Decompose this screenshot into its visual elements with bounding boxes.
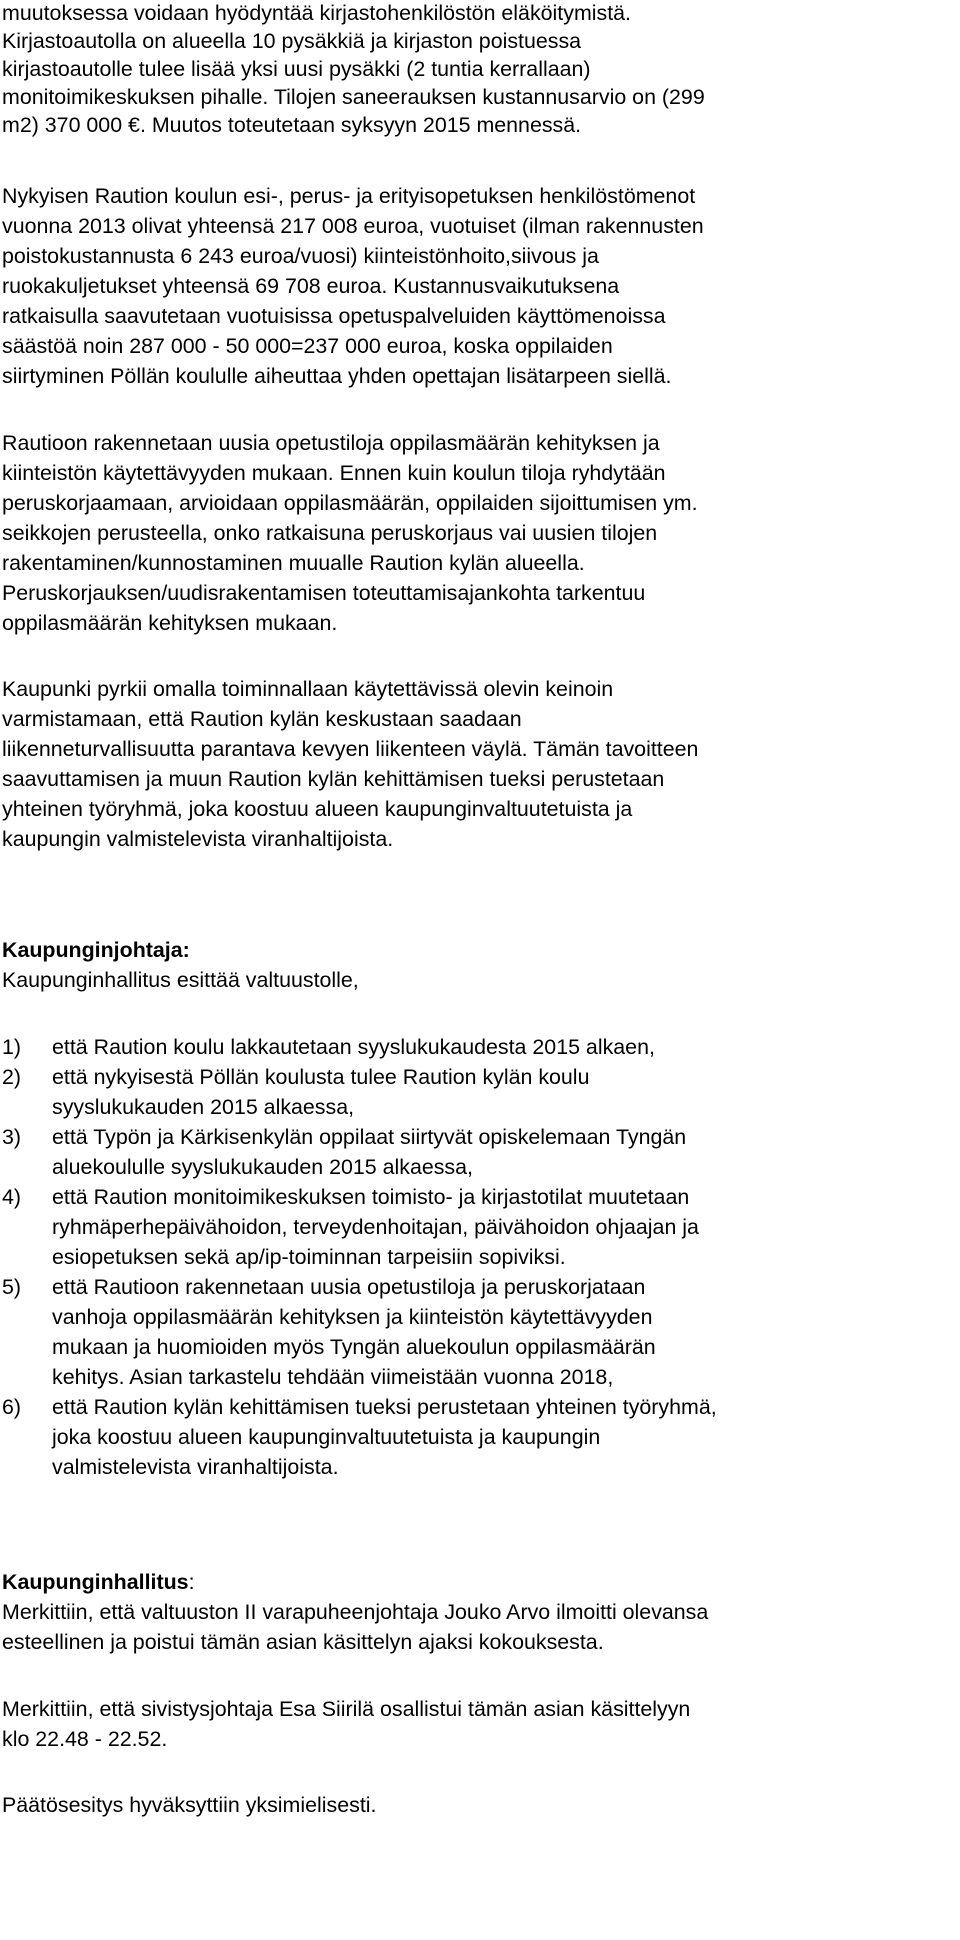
intro-line: kirjastoautolle tulee lisää yksi uusi pysäkki (2 tuntia kerrallaan) — [2, 57, 591, 81]
proposal-line: että Rautioon rakennetaan uusia opetustiloja ja peruskorjataan — [52, 1275, 646, 1299]
decision-text: Päätösesitys hyväksyttiin yksimielisesti. — [2, 1793, 377, 1817]
board-heading-row — [2, 1567, 195, 1597]
proposal-line: että Raution kylän kehittämisen tueksi perustetaan yhteinen työryhmä, — [52, 1395, 717, 1419]
intro-line: monitoimikeskuksen pihalle. Tilojen saneerauksen kustannusarvio on (299 — [2, 85, 705, 109]
proposal-line: että Raution koulu lakkautetaan syyslukukaudesta 2015 alkaen, — [52, 1035, 655, 1059]
proposal-number: 5) — [2, 1275, 22, 1299]
proposal-line: vanhoja oppilasmäärän kehityksen ja kiinteistön käytettävyyden — [52, 1305, 653, 1329]
proposal-line: valmistelevista viranhaltijoista. — [52, 1455, 339, 1479]
costs-line: säästöä noin 287 000 - 50 000=237 000 euroa, koska oppilaiden — [2, 334, 613, 358]
proposal-number: 1) — [2, 1035, 22, 1059]
city-line: kaupungin valmistelevista viranhaltijoista. — [2, 827, 394, 851]
building-line: peruskorjaamaan, arvioidaan oppilasmäärän, oppilaiden sijoittumisen ym. — [2, 491, 698, 515]
building-line: Rautioon rakennetaan uusia opetustiloja oppilasmäärän kehityksen ja — [2, 431, 660, 455]
mayor-heading: Kaupunginjohtaja: — [2, 938, 190, 962]
intro-line: m2) 370 000 €. Muutos toteutetaan syksyyn 2015 mennessä. — [2, 113, 582, 137]
city-line: saavuttamisen ja muun Raution kylän kehittämisen tueksi perustetaan — [2, 767, 665, 791]
costs-line: ratkaisulla saavutetaan vuotuisissa opetuspalveluiden käyttömenoissa — [2, 304, 666, 328]
proposal-line: kehitys. Asian tarkastelu tehdään viimeistään vuonna 2018, — [52, 1365, 614, 1389]
proposal-number: 6) — [2, 1395, 22, 1419]
proposal-number: 2) — [2, 1065, 22, 1089]
building-line: oppilasmäärän kehityksen mukaan. — [2, 611, 338, 635]
proposal-line: että Typön ja Kärkisenkylän oppilaat siirtyvät opiskelemaan Tyngän — [52, 1125, 687, 1149]
building-line: Peruskorjauksen/uudisrakentamisen toteuttamisajankohta tarkentuu — [2, 581, 646, 605]
costs-line: siirtyminen Pöllän koululle aiheuttaa yhden opettajan lisätarpeen siellä. — [2, 364, 672, 388]
costs-line: poistokustannusta 6 243 euroa/vuosi) kiinteistönhoito,siivous ja — [2, 244, 599, 268]
proposal-line: syyslukukauden 2015 alkaessa, — [52, 1095, 355, 1119]
city-line: yhteinen työryhmä, joka koostuu alueen kaupunginvaltuutetuista ja — [2, 797, 633, 821]
proposal-line: että nykyisestä Pöllän koulusta tulee Raution kylän koulu — [52, 1065, 590, 1089]
costs-line: Nykyisen Raution koulun esi-, perus- ja erityisopetuksen henkilöstömenot — [2, 184, 696, 208]
board-note-line: Merkittiin, että valtuuston II varapuheenjohtaja Jouko Arvo ilmoitti olevansa — [2, 1600, 709, 1624]
city-line: Kaupunki pyrkii omalla toiminnallaan käytettävissä olevin keinoin — [2, 677, 614, 701]
building-line: kiinteistön käytettävyyden mukaan. Ennen kuin koulun tiloja ryhdytään — [2, 461, 666, 485]
proposal-line: joka koostuu alueen kaupunginvaltuutetuista ja kaupungin — [52, 1425, 601, 1449]
proposal-line: aluekoululle syyslukukauden 2015 alkaessa, — [52, 1155, 473, 1179]
board-note-line: Merkittiin, että sivistysjohtaja Esa Siirilä osallistui tämän asian käsittelyyn — [2, 1697, 691, 1721]
proposal-number: 4) — [2, 1185, 22, 1209]
proposal-line: mukaan ja huomioiden myös Tyngän aluekoulun oppilasmäärän — [52, 1335, 656, 1359]
proposal-number: 3) — [2, 1125, 22, 1149]
board-note-line: esteellinen ja poistui tämän asian käsittelyn ajaksi kokouksesta. — [2, 1630, 604, 1654]
proposal-line: että Raution monitoimikeskuksen toimisto- ja kirjastotilat muutetaan — [52, 1185, 690, 1209]
intro-line: muutoksessa voidaan hyödyntää kirjastohenkilöstön eläköitymistä. — [2, 1, 631, 25]
costs-line: vuonna 2013 olivat yhteensä 217 008 euroa, vuotuiset (ilman rakennusten — [2, 214, 704, 238]
costs-line: ruokakuljetukset yhteensä 69 708 euroa. Kustannusvaikutuksena — [2, 274, 620, 298]
intro-line: Kirjastoautolla on alueella 10 pysäkkiä ja kirjaston poistuessa — [2, 29, 582, 53]
proposal-line: ryhmäperhepäivähoidon, terveydenhoitajan, päivähoidon ohjaajan ja — [52, 1215, 699, 1239]
board-heading-colon: : — [188, 1570, 195, 1594]
proposal-line: esiopetuksen sekä ap/ip-toiminnan tarpeisiin sopiviksi. — [52, 1245, 566, 1269]
board-heading: Kaupunginhallitus — [2, 1570, 189, 1594]
building-line: rakentaminen/kunnostaminen muualle Raution kylän alueella. — [2, 551, 585, 575]
mayor-intro: Kaupunginhallitus esittää valtuustolle, — [2, 968, 359, 992]
city-line: liikenneturvallisuutta parantava kevyen liikenteen väylä. Tämän tavoitteen — [2, 737, 699, 761]
city-line: varmistamaan, että Raution kylän keskustaan saadaan — [2, 707, 522, 731]
board-note-line: klo 22.48 - 22.52. — [2, 1727, 168, 1751]
building-line: seikkojen perusteella, onko ratkaisuna peruskorjaus vai uusien tilojen — [2, 521, 658, 545]
